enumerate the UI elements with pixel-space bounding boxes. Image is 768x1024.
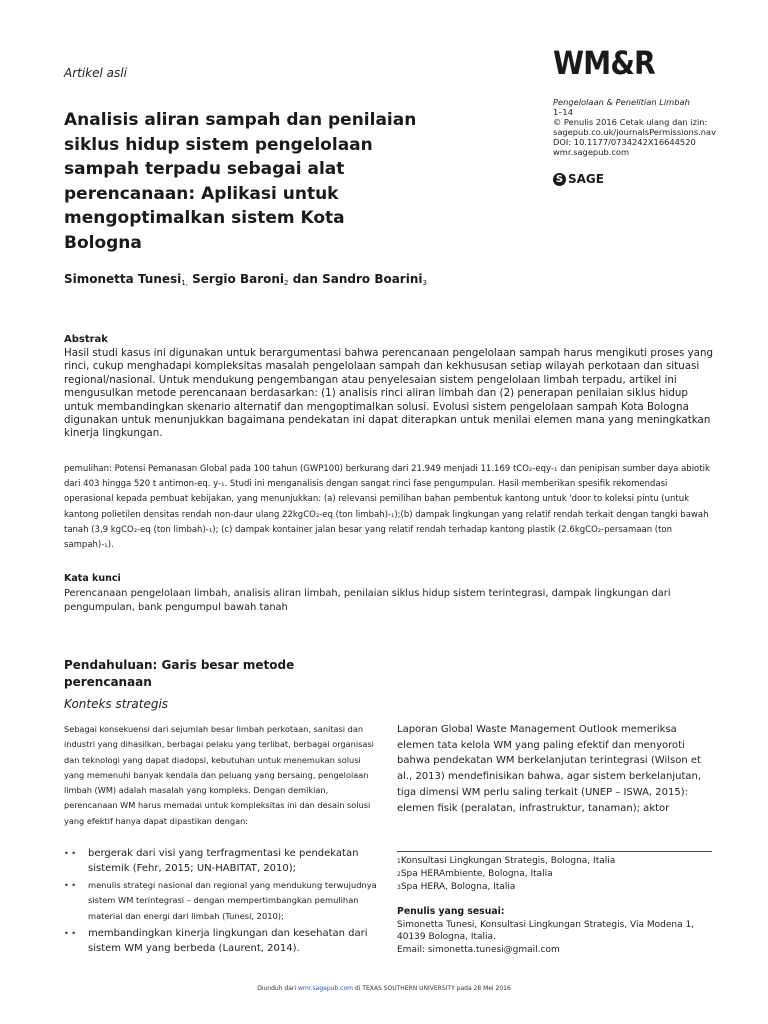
- publisher-name: SAGE: [568, 172, 604, 186]
- author-1-affil: 1,: [181, 279, 188, 287]
- author-3-affil: 3: [422, 279, 427, 287]
- affiliations: [397, 855, 715, 894]
- bullet-text: menulis strategi nasional dan regional yang mendukung terwujudnya sistem WM terintegrasi – dengan mempertimbangkan pemulihan material dan energi dari limbah (Tunesi, 2010);: [88, 880, 377, 921]
- affiliation-number: 2: [397, 871, 401, 878]
- corresponding-heading: Penulis yang sesuai:: [397, 906, 505, 917]
- author-2-affil: 2: [284, 279, 289, 287]
- doi[interactable]: DOI: 10.1177/0734242X16644520: [553, 137, 696, 147]
- affiliation-number: 3: [397, 884, 401, 891]
- bullet-text: bergerak dari visi yang terfragmentasi ke pendekatan sistemik (Fehr, 2015; UN-HABITAT, 2010);: [88, 848, 359, 874]
- author-2: Sergio Baroni: [187, 272, 285, 286]
- affiliation-text: Konsultasi Lingkungan Strategis, Bologna, Italia: [400, 856, 616, 866]
- article-type: Artikel asli: [64, 66, 127, 80]
- bullet-icon: • •: [64, 849, 76, 858]
- author-3: dan Sandro Boarini: [288, 272, 423, 286]
- journal-copyright: © Penulis 2016 Cetak ulang dan izin:: [553, 117, 708, 127]
- paper-title: Analisis aliran sampah dan penilaian siklus hidup sistem pengelolaan sampah terpadu sebagai alat perencanaan: Aplikasi untuk mengoptimalkan sistem Kota Bologna: [64, 110, 417, 253]
- abstract-paragraph-2: pemulihan: Potensi Pemanasan Global pada 100 tahun (GWP100) berkurang dari 21.949 menjadi 11.169 tCO₂-eqy-₁ dan penipisan sumber daya abiotik dari 403 hingga 520 t antimon-eq. y-₁. Studi ini menganalisis dengan sangat rinci fase pengumpulan. Hasil memberikan spesifik rekomendasi operasional kepada pembuat kebijakan, yang menunjukkan: (a) relevansi pemilihan bahan pembentuk kantong untuk 'door to koleksi pintu (untuk kantong polietilen densitas rendah non-daur ulang 22kgCO₂-eq (ton limbah)-₁);(b) dampak lingkungan yang relatif rendah terkait dengan tangki bawah tanah (3,9 kgCO₂-eq (ton limbah)-₁); (c) dampak kontainer jalan besar yang relatif rendah terhadap kantong plastik (2.6kgCO₂-persamaan (ton sampah)-₁).: [64, 464, 710, 551]
- bullet-icon: • •: [64, 881, 76, 890]
- left-column-text: Sebagai konsekuensi dari sejumlah besar limbah perkotaan, sanitasi dan industri yang dihasilkan, berbagai pelaku yang terlibat, berbagai organisasi dan teknologi yang dapat diadopsi, kebutuhan untuk menemukan solusi yang memenuhi banyak kendala dan peluang yang bersaing, pengelolaan limbah (WM) adalah masalah yang kompleks. Dengan demikian, perencanaan WM harus memadai untuk kompleksitas ini dan desain solusi yang efektif hanya dapat dipastikan dengan:: [64, 724, 374, 826]
- subsection-heading: Konteks strategis: [64, 697, 169, 711]
- sage-icon: S: [553, 173, 566, 186]
- corresponding-details: [397, 919, 717, 956]
- affiliation-item: [397, 868, 715, 881]
- footer-prefix: Diunduh dari: [257, 985, 298, 992]
- section-heading: Pendahuluan: Garis besar metode perencanaan: [64, 658, 295, 689]
- publisher-logo: [553, 172, 604, 186]
- keywords-text: Perencanaan pengelolaan limbah, analisis aliran limbah, penilaian siklus hidup sistem terintegrasi, dampak lingkungan dari pengumpulan, bank pengumpul bawah tanah: [64, 588, 671, 613]
- bullet-icon: • •: [64, 928, 76, 938]
- affiliation-divider: [397, 851, 712, 852]
- corresponding-line: Simonetta Tunesi, Konsultasi Lingkungan Strategis, Via Modena 1,: [397, 920, 695, 930]
- author-1: Simonetta Tunesi: [64, 272, 182, 286]
- affiliation-item: [397, 881, 715, 894]
- affiliation-text: Spa HERAmbiente, Bologna, Italia: [400, 869, 553, 879]
- abstract-heading: Abstrak: [64, 334, 108, 345]
- affiliation-text: Spa HERA, Bologna, Italia: [400, 882, 516, 892]
- footer-suffix: di TEXAS SOUTHERN UNIVERSITY pada 28 Mei 2016: [352, 985, 511, 992]
- bullet-text: membandingkan kinerja lingkungan dan kesehatan dari sistem WM yang berbeda (Laurent, 2014).: [88, 927, 368, 954]
- permissions-link[interactable]: sagepub.co.uk/journalsPermissions.nav: [553, 127, 717, 137]
- author-list: [64, 272, 427, 286]
- list-item: [64, 846, 379, 876]
- affiliation-number: 1: [397, 858, 401, 865]
- corresponding-line: 40139 Bologna, Italia.: [397, 932, 496, 943]
- bullet-list: [64, 846, 379, 958]
- footer-link[interactable]: wmr.sagepub.com: [297, 985, 353, 992]
- abstract-paragraph-1: Hasil studi kasus ini digunakan untuk berargumentasi bahwa perencanaan pengelolaan sampah harus mengikuti proses yang rinci, cukup menghadapi kompleksitas masalah pengelolaan sampah dan kekhususan setiap wilayah perkotaan dan situasi regional/nasional. Untuk mendukung pengembangan atau penyelesaian sistem pengelolaan limbah terpadu, artikel ini mengusulkan metode perencanaan berdasarkan: (1) analisis rinci aliran limbah dan (2) penerapan penilaian siklus hidup untuk membandingkan skenario alternatif dan mengoptimalkan solusi. Evolusi sistem pengelolaan sampah Kota Bologna digunakan untuk menunjukkan bagaimana pendekatan ini dapat diterapkan untuk menilai elemen mana yang meningkatkan kinerja lingkungan.: [64, 347, 714, 440]
- journal-url[interactable]: wmr.sagepub.com: [553, 147, 630, 157]
- journal-info: [553, 97, 753, 157]
- download-footer: [0, 985, 768, 992]
- journal-logo: WM&R: [553, 44, 655, 82]
- right-column-text: Laporan Global Waste Management Outlook memeriksa elemen tata kelola WM yang paling efektif dan menyoroti bahwa pendekatan WM berkelanjutan terintegrasi (Wilson et al., 2013) mendefinisikan bahwa, agar sistem berkelanjutan, tiga dimensi WM perlu saling terkait (UNEP – ISWA, 2015): elemen fisik (peralatan, infrastruktur, tanaman); aktor: [397, 724, 702, 814]
- journal-pages: 1–14: [553, 107, 573, 117]
- keywords-heading: Kata kunci: [64, 573, 121, 584]
- journal-name: Pengelolaan & Penelitian Limbah: [553, 97, 690, 107]
- list-item: [64, 926, 379, 956]
- corresponding-email[interactable]: Email: simonetta.tunesi@gmail.com: [397, 944, 560, 955]
- affiliation-item: [397, 855, 715, 868]
- list-item: [64, 878, 379, 924]
